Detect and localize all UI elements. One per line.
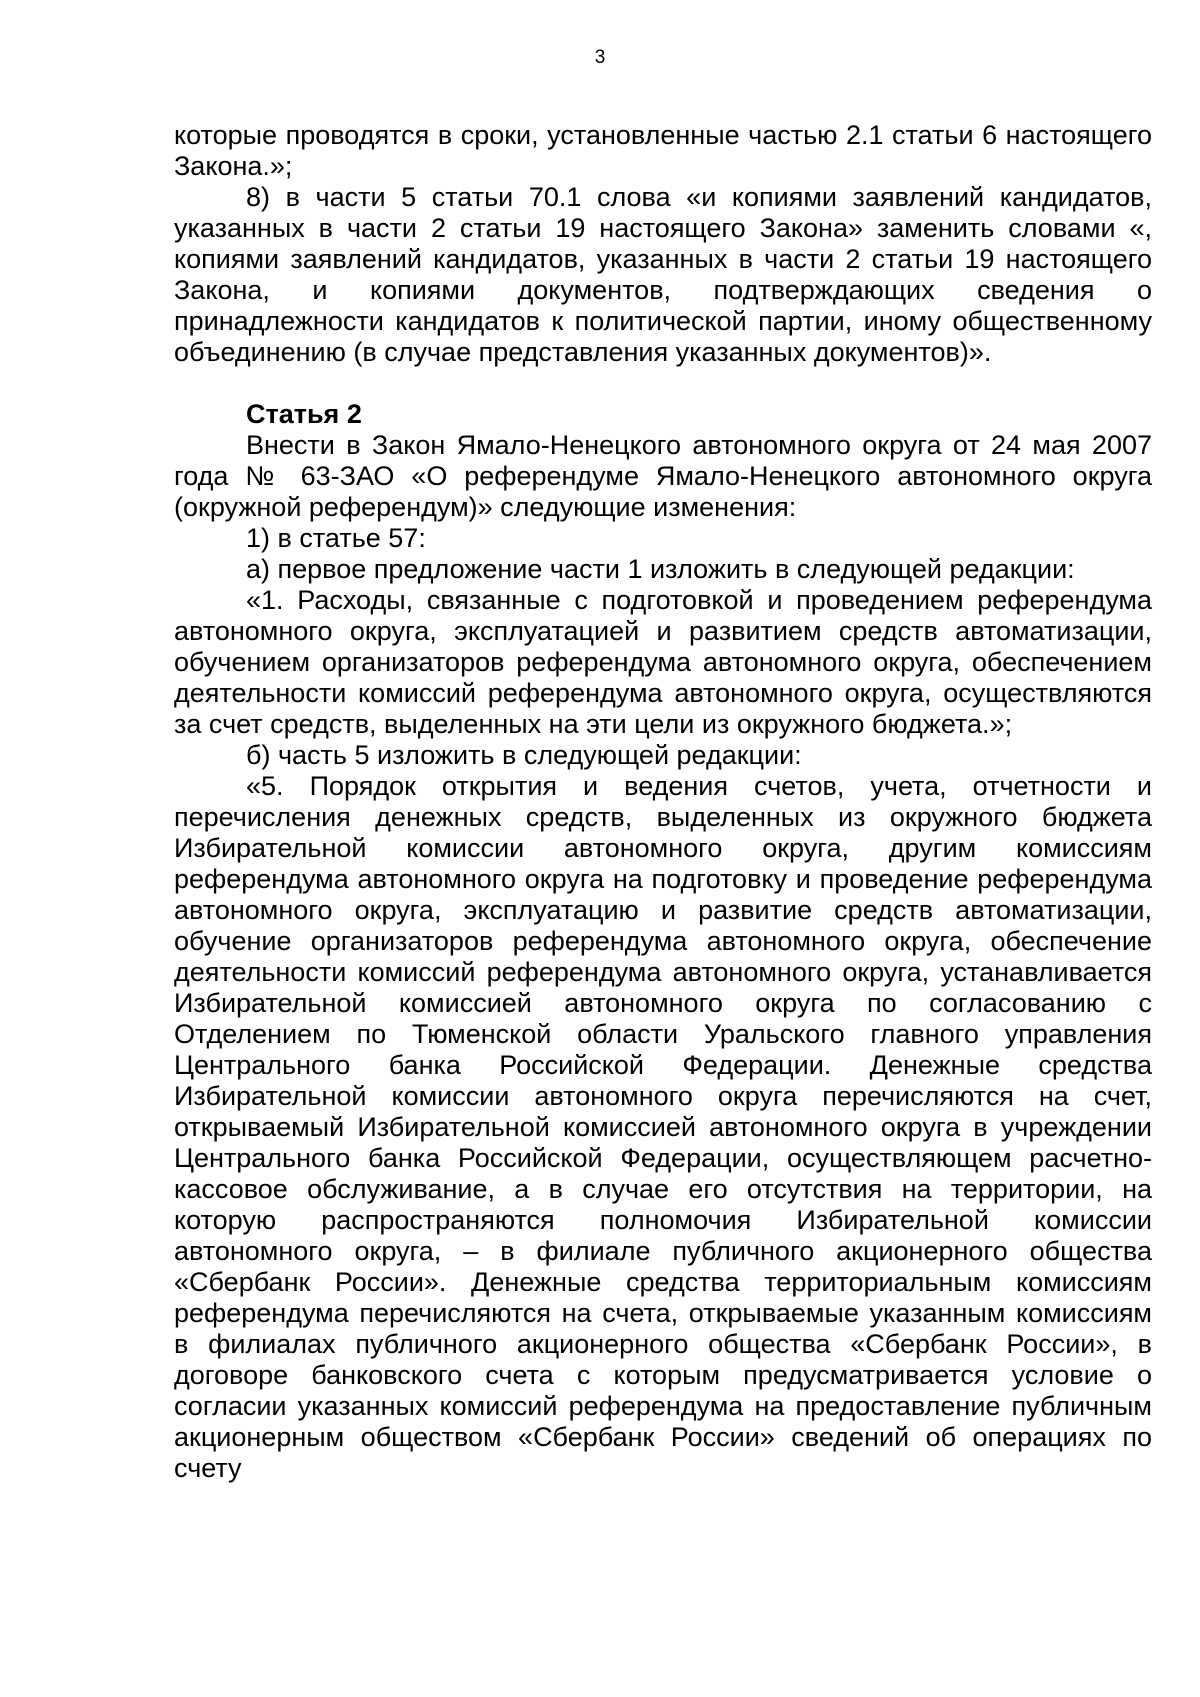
article-heading: Статья 2	[246, 399, 362, 429]
paragraph-article-intro: Внести в Закон Ямало-Ненецкого автономного округа от 24 мая 2007 года № 63-ЗАО «О референдуме Ямало-Ненецкого автономного округа (окружной референдум)» следующие изменения:	[174, 430, 1152, 522]
paragraph-continuation: которые проводятся в сроки, установленные частью 2.1 статьи 6 настоящего Закона.»;	[174, 120, 1152, 181]
document-body	[174, 120, 1152, 1484]
paragraph-subitem-b: б) часть 5 изложить в следующей редакции:	[246, 740, 802, 770]
paragraph-item-8: 8) в части 5 статьи 70.1 слова «и копиями заявлений кандидатов, указанных в части 2 статьи 19 настоящего Закона» заменить словами «, копиями заявлений кандидатов, указанных в части 2 статьи 19 настоящего Закона, и копиями документов, подтверждающих сведения о принадлежности кандидатов к политической партии, иному общественному объединению (в случае представления указанных документов)».	[174, 182, 1152, 367]
paragraph-quote-part-5: «5. Порядок открытия и ведения счетов, учета, отчетности и перечисления денежных средств, выделенных из окружного бюджета Избирательной комиссии автономного округа, другим комиссиям референдума автономного округа на подготовку и проведение референдума автономного округа, эксплуатацию и развитие средств автоматизации, обучение организаторов референдума автономного округа, обеспечение деятельности комиссий референдума автономного округа, устанавливается Избирательной комиссией автономного округа по согласованию с Отделением по Тюменской области Уральского главного управления Центрального банка Российской Федерации. Денежные средства Избирательной комиссии автономного округа перечисляются на счет, открываемый Избирательной комиссией автономного округа в учреждении Центрального банка Российской Федерации, осуществляющем расчетно-кассовое обслуживание, а в случае его отсутствия на территории, на которую распространяются полномочия Избирательной комиссии автономного округа, – в филиале публичного акционерного общества «Сбербанк России». Денежные средства территориальным комиссиям референдума перечисляются на счета, открываемые указанным комиссиям в филиалах публичного акционерного общества «Сбербанк России», в договоре банковского счета с которым предусматривается условие о согласии указанных комиссий референдума на предоставление публичным акционерным обществом «Сбербанк России» сведений об операциях по счету	[174, 771, 1152, 1483]
paragraph-subitem-a: а) первое предложение части 1 изложить в следующей редакции:	[246, 554, 1075, 584]
paragraph-quote-part-1: «1. Расходы, связанные с подготовкой и проведением референдума автономного округа, эксплуатацией и развитием средств автоматизации, обучением организаторов референдума автономного округа, обеспечением деятельности комиссий референдума автономного округа, осуществляются за счет средств, выделенных на эти цели из окружного бюджета.»;	[174, 585, 1152, 739]
page-number: 3	[594, 47, 606, 68]
paragraph-item-1: 1) в статье 57:	[246, 523, 426, 553]
